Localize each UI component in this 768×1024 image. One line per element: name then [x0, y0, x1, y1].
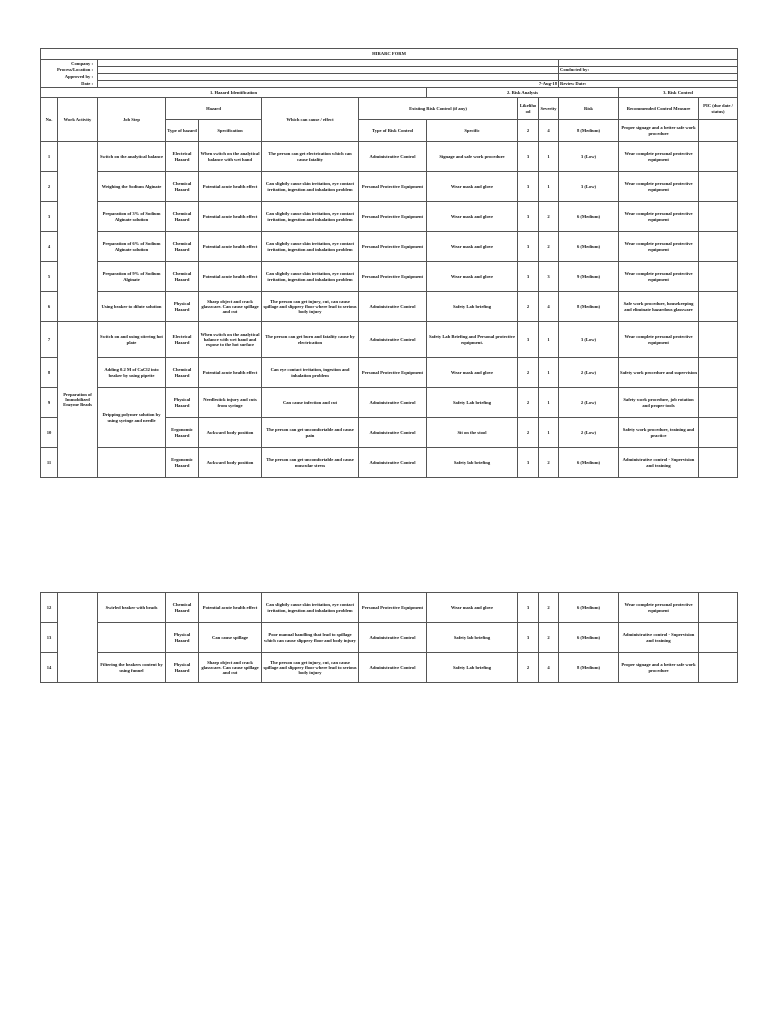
hazard-type: Chemical Hazard — [166, 202, 199, 232]
hirarc-form-page-1 — [40, 48, 737, 478]
recommended-measure: Wear complete personal protective equipment — [619, 202, 699, 232]
hazard-effect: Can slightly cause skin irritation, eye contact irritation, ingestion and inhalation problem — [262, 172, 359, 202]
header-specific: Specific — [427, 120, 518, 142]
hazard-type: Electrical Hazard — [166, 322, 199, 358]
job-step: Weighing the Sodium Alginate — [98, 172, 166, 202]
control-specific: Wear mask and glove — [427, 262, 518, 292]
hazard-type: Chemical Hazard — [166, 232, 199, 262]
hazard-specification: Potential acute health effect — [199, 172, 262, 202]
hazard-specification: Awkward body position — [199, 448, 262, 478]
control-specific: Sit on the stool — [427, 418, 518, 448]
header-example-risk: 8 (Medium) — [559, 120, 619, 142]
row-number: 1 — [41, 142, 58, 172]
pic-status — [699, 262, 738, 292]
hazard-effect: Can slightly cause skin irritation, eye contact irritation, ingestion and inhalation problem — [262, 202, 359, 232]
header-risk: Risk — [559, 98, 619, 120]
risk-value: 6 (Medium) — [559, 593, 619, 623]
hazard-type: Ergonomic Hazard — [166, 418, 199, 448]
recommended-measure: Safety work procedure and supervision — [619, 358, 699, 388]
row-number: 6 — [41, 292, 58, 322]
control-type: Administrative Control — [359, 418, 427, 448]
table-row — [41, 388, 738, 418]
process-value — [98, 67, 559, 74]
date-label: Date : — [41, 81, 98, 88]
hazard-specification: Potential acute health effect — [199, 232, 262, 262]
hazard-specification: Needlestick injury and cuts from syringe — [199, 388, 262, 418]
risk-value: 6 (Medium) — [559, 623, 619, 653]
header-work-activity: Work Activity — [58, 98, 98, 142]
header-type-of-control: Type of Risk Control — [359, 120, 427, 142]
header-cause-effect: Which can cause / effect — [262, 98, 359, 142]
control-specific: Wear mask and glove — [427, 593, 518, 623]
table-row — [41, 358, 738, 388]
hazard-specification: Potential acute health effect — [199, 358, 262, 388]
control-type: Administrative Control — [359, 322, 427, 358]
form-title: HIRARC FORM — [41, 49, 738, 60]
likelihood-value: 3 — [518, 172, 539, 202]
row-number: 2 — [41, 172, 58, 202]
approved-value — [98, 74, 559, 81]
severity-value: 2 — [539, 448, 559, 478]
table-row — [41, 202, 738, 232]
risk-value: 6 (Medium) — [559, 448, 619, 478]
likelihood-value: 2 — [518, 358, 539, 388]
row-number: 10 — [41, 418, 58, 448]
hazard-type: Physical Hazard — [166, 388, 199, 418]
pic-status — [699, 623, 738, 653]
table-row — [41, 623, 738, 653]
control-type: Administrative Control — [359, 653, 427, 683]
likelihood-value: 3 — [518, 232, 539, 262]
control-type: Personal Protective Equipment — [359, 593, 427, 623]
table-row — [41, 292, 738, 322]
section-risk-control: 3. Risk Control — [619, 88, 738, 98]
severity-value: 2 — [539, 593, 559, 623]
severity-value: 1 — [539, 142, 559, 172]
job-step: Switch on and using stirring hot plate — [98, 322, 166, 358]
hazard-type: Chemical Hazard — [166, 593, 199, 623]
hazard-effect: The person can get injury, cut, can cause spillage and slippery floor where lead to serious body injury — [262, 653, 359, 683]
control-specific: Safety Lab briefing — [427, 388, 518, 418]
risk-value: 8 (Medium) — [559, 653, 619, 683]
control-type: Administrative Control — [359, 388, 427, 418]
job-step: Using beaker to dilute solution — [98, 292, 166, 322]
job-step: Preparation of 3% of Sodium Alginate solution — [98, 202, 166, 232]
row-number: 7 — [41, 322, 58, 358]
job-step — [98, 448, 166, 478]
control-type: Personal Protective Equipment — [359, 358, 427, 388]
risk-value: 6 (Medium) — [559, 232, 619, 262]
severity-value: 2 — [539, 623, 559, 653]
control-type: Personal Protective Equipment — [359, 262, 427, 292]
severity-value: 3 — [539, 262, 559, 292]
severity-value: 4 — [539, 292, 559, 322]
date-value: 7-Aug-18 — [98, 81, 559, 88]
section-risk-analysis: 2. Risk Analysis — [427, 88, 619, 98]
likelihood-value: 2 — [518, 653, 539, 683]
likelihood-value: 3 — [518, 593, 539, 623]
control-type: Personal Protective Equipment — [359, 232, 427, 262]
hazard-effect: Poor manual handling that lead to spillage which can cause slippery floor and body injury — [262, 623, 359, 653]
row-number: 9 — [41, 388, 58, 418]
hazard-specification: Can cause spillage — [199, 623, 262, 653]
severity-value: 1 — [539, 322, 559, 358]
risk-value: 3 (Low) — [559, 172, 619, 202]
severity-value: 2 — [539, 232, 559, 262]
likelihood-value: 2 — [518, 418, 539, 448]
hazard-type: Physical Hazard — [166, 653, 199, 683]
table-row — [41, 262, 738, 292]
header-example-severity: 4 — [539, 120, 559, 142]
job-step: Dripping polymer solution by using syringe and needle — [98, 388, 166, 448]
severity-value: 2 — [539, 202, 559, 232]
likelihood-value: 3 — [518, 262, 539, 292]
control-specific: Wear mask and glove — [427, 232, 518, 262]
risk-value: 9 (Medium) — [559, 262, 619, 292]
hazard-specification: Potential acute health effect — [199, 593, 262, 623]
header-type-of-hazard: Type of hazard — [166, 120, 199, 142]
pic-status — [699, 232, 738, 262]
row-number: 11 — [41, 448, 58, 478]
approved-label: Approved by : — [41, 74, 98, 81]
section-hazard-identification: 1. Hazard Identification — [41, 88, 427, 98]
likelihood-value: 3 — [518, 623, 539, 653]
pic-status — [699, 358, 738, 388]
row-number: 4 — [41, 232, 58, 262]
hazard-type: Physical Hazard — [166, 623, 199, 653]
likelihood-value: 3 — [518, 448, 539, 478]
control-type: Administrative Control — [359, 142, 427, 172]
pic-status — [699, 172, 738, 202]
pic-status — [699, 653, 738, 683]
conducted-by-label: Conducted by: — [559, 67, 738, 74]
job-step: Preparation of 9% of Sodium Alginate — [98, 262, 166, 292]
hirarc-table — [40, 48, 738, 478]
likelihood-value: 2 — [518, 388, 539, 418]
review-date-label: Review Date: — [559, 81, 738, 88]
pic-status — [699, 448, 738, 478]
pic-status — [699, 418, 738, 448]
job-step: Switch on the analytical balance — [98, 142, 166, 172]
control-specific: Safety Lab briefing — [427, 653, 518, 683]
likelihood-value: 3 — [518, 202, 539, 232]
pic-status — [699, 142, 738, 172]
hazard-effect: The person can get burn and fatality cause by electrication — [262, 322, 359, 358]
hazard-type: Ergonomic Hazard — [166, 448, 199, 478]
control-type: Administrative Control — [359, 448, 427, 478]
hazard-type: Electrical Hazard — [166, 142, 199, 172]
risk-value: 3 (Low) — [559, 142, 619, 172]
hazard-effect: The person can get uncomfortable and cause muscular stress — [262, 448, 359, 478]
control-specific: Wear mask and glove — [427, 172, 518, 202]
hirarc-table-continued — [40, 592, 738, 683]
control-specific: Wear mask and glove — [427, 202, 518, 232]
hazard-effect: The person can get uncomfortable and cause pain — [262, 418, 359, 448]
row-number: 3 — [41, 202, 58, 232]
row-number: 14 — [41, 653, 58, 683]
header-example-recommended: Proper signage and a better safe work procedure — [619, 120, 699, 142]
table-row — [41, 448, 738, 478]
likelihood-value: 3 — [518, 142, 539, 172]
pic-status — [699, 202, 738, 232]
hazard-specification: Awkward body position — [199, 418, 262, 448]
hazard-effect: Can slightly cause skin irritation, eye contact irritation, ingestion and inhalation problem — [262, 262, 359, 292]
row-number: 8 — [41, 358, 58, 388]
hazard-effect: Can cause infection and cut — [262, 388, 359, 418]
recommended-measure: Administrative control - Supervision and training — [619, 448, 699, 478]
hazard-effect: The person can get injury, cut, can cause spillage and slippery floor where lead to serious body injury — [262, 292, 359, 322]
header-hazard: Hazard — [166, 98, 262, 120]
work-activity-cell — [58, 593, 98, 683]
header-example-likelihood: 2 — [518, 120, 539, 142]
hazard-specification: Potential acute health effect — [199, 202, 262, 232]
company-label: Company : — [41, 60, 98, 67]
process-label: Process/Location : — [41, 67, 98, 74]
control-type: Personal Protective Equipment — [359, 202, 427, 232]
control-specific: Safety Lab Briefing and Personal protective equipment. — [427, 322, 518, 358]
row-number: 5 — [41, 262, 58, 292]
job-step: Swirled beaker with beads — [98, 593, 166, 623]
severity-value: 1 — [539, 418, 559, 448]
table-row — [41, 142, 738, 172]
risk-value: 2 (Low) — [559, 358, 619, 388]
pic-status — [699, 292, 738, 322]
header-severity: Severity — [539, 98, 559, 120]
risk-value: 8 (Medium) — [559, 292, 619, 322]
hazard-specification: When switch on the analytical balance with wet hand and expose to the hot surface — [199, 322, 262, 358]
table-row — [41, 172, 738, 202]
work-activity: Preparation of Immobilized Enzyme Beads — [58, 322, 98, 478]
header-specification: Specification — [199, 120, 262, 142]
likelihood-value: 3 — [518, 322, 539, 358]
hazard-type: Chemical Hazard — [166, 358, 199, 388]
company-value — [98, 60, 559, 67]
hazard-type: Chemical Hazard — [166, 172, 199, 202]
recommended-measure: Wear complete personal protective equipment — [619, 262, 699, 292]
hazard-effect: Can eye contact irritation, ingestion and inhalation problem — [262, 358, 359, 388]
hazard-effect: Can slightly cause skin irritation, eye contact irritation, ingestion and inhalation problem — [262, 232, 359, 262]
severity-value: 1 — [539, 172, 559, 202]
likelihood-value: 2 — [518, 292, 539, 322]
control-specific: Safety lab briefing — [427, 448, 518, 478]
work-activity-cell — [58, 142, 98, 322]
table-row — [41, 232, 738, 262]
pic-status — [699, 388, 738, 418]
header-likelihood: Likelihood — [518, 98, 539, 120]
hazard-specification: When switch on the analytical balance with wet hand — [199, 142, 262, 172]
row-number: 12 — [41, 593, 58, 623]
header-pic: PIC (due date / status) — [699, 98, 738, 120]
pic-status — [699, 593, 738, 623]
recommended-measure: Safe work procedure, housekeeping and eliminate hazardous glassware — [619, 292, 699, 322]
severity-value: 1 — [539, 388, 559, 418]
risk-value: 2 (Low) — [559, 418, 619, 448]
table-row — [41, 593, 738, 623]
severity-value: 4 — [539, 653, 559, 683]
hazard-specification: Potential acute health effect — [199, 262, 262, 292]
header-recommended: Recommended Control Measure — [619, 98, 699, 120]
hirarc-form-page-2 — [40, 592, 737, 683]
recommended-measure: Safety work procedure, job rotation and proper tools — [619, 388, 699, 418]
recommended-measure: Wear complete personal protective equipment — [619, 232, 699, 262]
header-no: No. — [41, 98, 58, 142]
severity-value: 1 — [539, 358, 559, 388]
control-type: Personal Protective Equipment — [359, 172, 427, 202]
recommended-measure: Wear complete personal protective equipment — [619, 322, 699, 358]
hazard-type: Physical Hazard — [166, 292, 199, 322]
recommended-measure: Administrative control - Supervision and training — [619, 623, 699, 653]
control-specific: Safety Lab briefing — [427, 292, 518, 322]
control-type: Administrative Control — [359, 623, 427, 653]
header-existing-control: Existing Risk Control (if any) — [359, 98, 518, 120]
table-row — [41, 322, 738, 358]
hazard-specification: Sharp object and crack glassware. Can cause spillage and cut — [199, 653, 262, 683]
header-job-step: Job Step — [98, 98, 166, 142]
job-step — [98, 623, 166, 653]
pic-status — [699, 322, 738, 358]
hazard-type: Chemical Hazard — [166, 262, 199, 292]
hazard-specification: Sharp object and crack glassware. Can cause spillage and cut — [199, 292, 262, 322]
job-step: Adding 0.2 M of CaCl2 into beaker by using pipette — [98, 358, 166, 388]
recommended-measure: Safety work procedure, training and practice — [619, 418, 699, 448]
hazard-effect: Can slightly cause skin irritation, eye contact irritation, ingestion and inhalation problem — [262, 593, 359, 623]
risk-value: 6 (Medium) — [559, 202, 619, 232]
row-number: 13 — [41, 623, 58, 653]
job-step: Preparation of 6% of Sodium Alginate solution — [98, 232, 166, 262]
table-row — [41, 653, 738, 683]
control-type: Administrative Control — [359, 292, 427, 322]
control-specific: Wear mask and glove — [427, 358, 518, 388]
control-specific: Signage and safe work procedure — [427, 142, 518, 172]
recommended-measure: Wear complete personal protective equipment — [619, 172, 699, 202]
recommended-measure: Wear complete personal protective equipment — [619, 593, 699, 623]
risk-value: 3 (Low) — [559, 322, 619, 358]
control-specific: Safety lab briefing — [427, 623, 518, 653]
risk-value: 2 (Low) — [559, 388, 619, 418]
job-step: Filtering the beakers content by using funnel — [98, 653, 166, 683]
hazard-effect: The person can get electrication which can cause fatality — [262, 142, 359, 172]
recommended-measure: Wear complete personal protective equipment — [619, 142, 699, 172]
recommended-measure: Proper signage and a better safe work procedure — [619, 653, 699, 683]
